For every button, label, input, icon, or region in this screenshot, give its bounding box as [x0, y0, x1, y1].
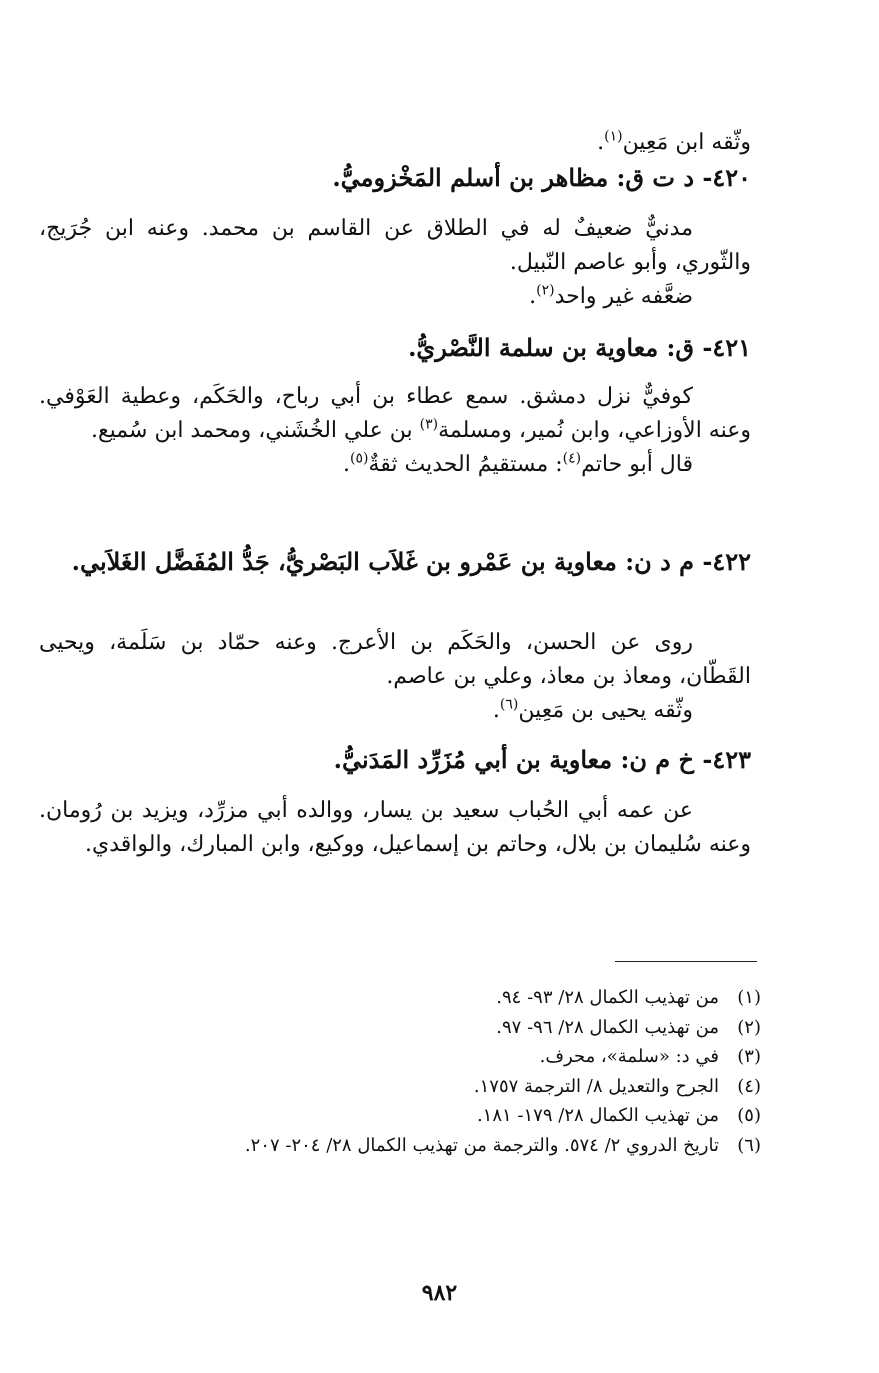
entry-420-body [39, 212, 751, 314]
footnote-number: (٣) [737, 1046, 761, 1067]
entry-number: ٤٢٣ [712, 745, 751, 774]
entry-title: - خ م ن: معاوية بن أبي مُزَرِّد المَدَنيُّ. [333, 745, 713, 774]
footnote-text: الجرح والتعديل ٨/ الترجمة ١٧٥٧. [473, 1075, 719, 1097]
entry-421-paragraph-2 [39, 448, 751, 482]
footnote-text: من تهذيب الكمال ٢٨/ ١٧٩- ١٨١. [476, 1105, 719, 1126]
footnote-number: (١) [737, 987, 761, 1008]
entry-422-heading [39, 540, 751, 584]
footnote-text: تاريخ الدروي ٢/ ٥٧٤. والترجمة من تهذيب الكمال ٢٨/ ٢٠٤- ٢٠٧. [244, 1134, 719, 1156]
footnote-item [121, 1072, 761, 1102]
footnote-number: (٥) [737, 1105, 761, 1126]
para-text: بن علي الخُشَني، ومحمد ابن سُميع. [90, 418, 420, 443]
footnote-number: (٦) [737, 1134, 761, 1156]
page-number: ٩٨٢ [421, 1280, 458, 1306]
footnote-text: من تهذيب الكمال ٢٨/ ٩٣- ٩٤. [496, 987, 719, 1008]
entry-422-body [39, 626, 751, 728]
footnote-item [121, 1042, 761, 1072]
footnote-text: من تهذيب الكمال ٢٨/ ٩٦- ٩٧. [496, 1016, 719, 1038]
entry-423-body [39, 794, 751, 862]
entry-421-paragraph [39, 380, 751, 448]
entry-421-heading [39, 330, 751, 366]
period: . [597, 130, 605, 155]
entry-title: - م د ن: معاوية بن عَمْرو بن غَلاَب البَصْريُّ، جَدُّ المُفَضَّل الغَلاَبي. [71, 547, 713, 576]
para-text: قال أبو حاتم [581, 452, 693, 477]
footnote-ref-2: (٢) [536, 282, 555, 299]
continuation-line [131, 126, 751, 160]
period: . [529, 284, 537, 309]
footnote-item [121, 1131, 761, 1161]
footnote-text: في د: «سلمة»، محرف. [539, 1046, 719, 1067]
para-text: وثّقه يحيى بن مَعِين [518, 698, 693, 723]
footnotes [121, 983, 761, 1160]
entry-number: ٤٢٠ [712, 163, 751, 192]
entry-420-paragraph: مدنيٌّ ضعيفٌ له في الطلاق عن القاسم بن محمد. وعنه ابن جُرَيج، والثّوري، وأبو عاصم النّبيل. [39, 216, 751, 275]
footnote-ref-6: (٦) [499, 696, 519, 713]
footnote-ref-1: (١) [604, 128, 623, 145]
footnote-item [121, 1101, 761, 1131]
entry-421-body [39, 380, 751, 482]
footnote-ref-3: (٣) [419, 416, 439, 433]
entry-422-paragraph: روى عن الحسن، والحَكَم بن الأعرج. وعنه حمّاد بن سَلَمة، ويحيى القَطّان، ومعاذ بن معاذ، وعلي بن عاصم. [39, 630, 751, 689]
footnote-number: (٤) [737, 1075, 761, 1097]
footnote-separator [615, 961, 757, 962]
period: . [343, 452, 351, 477]
entry-title: - د ت ق: مظاهر بن أسلم المَخْزوميُّ. [332, 163, 713, 192]
entry-423-paragraph: عن عمه أبي الحُباب سعيد بن يسار، ووالده أبي مزرِّد، ويزيد بن رُومان. وعنه سُليمان بن بلال، وحاتم بن إسماعيل، ووكيع، وابن المبارك، والواقدي. [39, 798, 751, 857]
para-text: كوفيٌّ نزل دمشق. سمع عطاء بن أبي رباح، والحَكَم، وعطية العَوْفي. وعنه الأوزاعي، وابن نُمير، ومسلمة [39, 384, 751, 443]
continuation-text: وثّقه ابن مَعِين [622, 130, 751, 155]
entry-number: ٤٢١ [712, 333, 751, 362]
entry-420-heading [39, 160, 751, 196]
entry-420-paragraph-2 [39, 280, 751, 314]
entry-title: - ق: معاوية بن سلمة النَّصْريُّ. [408, 333, 713, 362]
footnote-item [121, 983, 761, 1013]
footnote-number: (٢) [737, 1016, 761, 1038]
period: . [492, 698, 500, 723]
footnote-item [121, 1013, 761, 1043]
entry-423-heading [39, 742, 751, 778]
para-text: ضعَّفه غير واحد [554, 284, 693, 309]
para-text: : مستقيمُ الحديث ثقةٌ [368, 452, 563, 477]
footnote-ref-5: (٥) [350, 450, 369, 467]
entry-number: ٤٢٢ [712, 547, 751, 576]
footnote-ref-4: (٤) [562, 450, 582, 467]
entry-422-paragraph-2 [39, 694, 751, 728]
